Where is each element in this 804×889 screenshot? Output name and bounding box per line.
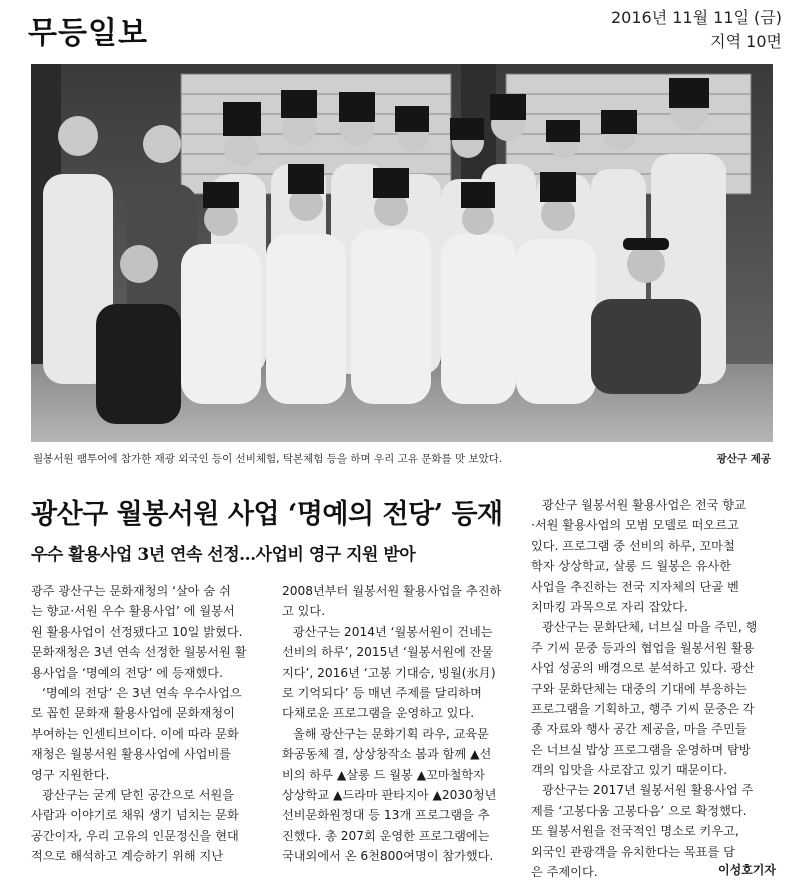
- article-line: ‘명예의 전당’ 은 3년 연속 우수사업으: [41, 685, 242, 700]
- article-line: 종 자료와 행사 공간 제공을, 마을 주민들: [531, 722, 747, 737]
- article-line: 문화재청은 3년 연속 선정한 월봉서원 활: [31, 645, 247, 660]
- article-line: 있다. 프로그램 중 선비의 하루, 꼬마철: [531, 538, 735, 553]
- article-line: 올해 광산구는 문화기획 라우, 교육문: [292, 726, 489, 741]
- article-line: 고 있다.: [282, 604, 326, 619]
- article-line: 사업을 추진하는 전국 지자체의 단골 벤: [531, 579, 739, 594]
- article-line: 은 주제이다.: [531, 865, 598, 880]
- article-line: 외국인 관광객을 유치한다는 목표를 담: [531, 844, 735, 859]
- article-line: 공간이자, 우리 고유의 인문정신을 현대: [31, 828, 239, 843]
- article-line: 다채로운 프로그램을 운영하고 있다.: [282, 706, 475, 721]
- article-line: 프로그램을 기획하고, 행주 기씨 문중은 각: [531, 701, 755, 716]
- article-column-1: [31, 581, 269, 866]
- article-line: 2008년부터 월봉서원 활용사업을 추진하: [282, 584, 502, 598]
- article-line: 로 기억되다’ 등 매년 주제를 달리하며: [282, 685, 482, 700]
- article-line: 학자 상상학교, 살롱 드 월봉은 유사한: [531, 559, 731, 574]
- article-line: 원 활용사업이 선정됐다고 10일 밝혔다.: [31, 624, 243, 639]
- page-section: 지역 10면: [710, 32, 782, 51]
- article-line: 광주 광산구는 문화재청의 ‘살아 숨 쉬: [31, 584, 231, 598]
- article-line: 광산구는 2014년 ‘월봉서원이 건네는: [292, 624, 493, 639]
- article-line: 구와 문화단체는 대중의 기대에 부응하는: [531, 681, 747, 696]
- article-line: 적으로 해석하고 계승하기 위해 지난: [31, 849, 224, 864]
- article-line: 제를 ‘고봉다움 고봉다음’ 으로 확정했다.: [531, 803, 747, 818]
- article-line: 진했다. 총 207회 운영한 프로그램에는: [282, 828, 490, 843]
- article-line: 주 기씨 문중 등과의 협업을 월봉서원 활용: [531, 640, 755, 655]
- article-line: 는 향교·서원 우수 활용사업’ 에 월봉서: [31, 604, 235, 619]
- article-line: 사업 성공의 배경으로 분석하고 있다. 광산: [531, 661, 755, 676]
- article-line: ·서원 활용사업의 모범 모델로 떠오르고: [531, 518, 739, 533]
- group-photo-illustration: [31, 64, 773, 442]
- article-subheadline: 우수 활용사업 3년 연속 선정…사업비 영구 지원 받아: [31, 545, 416, 565]
- byline: 이성호기자: [718, 863, 776, 877]
- article-line: 지다’, 2016년 ‘고봉 기대승, 빙월(氷月): [282, 665, 496, 680]
- article-line: 사람과 이야기로 채워 생기 넘치는 문화: [31, 808, 239, 823]
- article-line: 은 너브실 밥상 프로그램을 운영하며 탐방: [531, 742, 751, 757]
- article-line: 로 꼽힌 문화재 활용사업에 문화재청이: [31, 706, 235, 721]
- newspaper-masthead: 무등일보: [28, 16, 148, 51]
- article-line: 영구 지원한다.: [31, 767, 110, 782]
- article-line: 광산구는 문화단체, 너브실 마을 주민, 행: [541, 620, 758, 635]
- article-line: 또 월봉서원을 전국적인 명소로 키우고,: [531, 824, 739, 839]
- dateline: [611, 6, 782, 54]
- article-column-2: [282, 581, 518, 866]
- article-line: 선비문화원정대 등 13개 프로그램을 추: [282, 808, 490, 823]
- article-line: 선비의 하루’, 2015년 ‘월봉서원에 잔물: [282, 645, 494, 660]
- publication-date: 2016년 11월 11일 (금): [610, 8, 782, 27]
- article-column-3: [531, 495, 774, 882]
- article-line: 재청은 월봉서원 활용사업에 사업비를: [31, 747, 231, 762]
- article-line: 치마킹 과목으로 자리 잡았다.: [531, 599, 688, 614]
- article-line: 상상학교 ▲드라마 판타지아 ▲2030청년: [282, 787, 497, 802]
- article-line: 부여하는 인센티브이다. 이에 따라 문화: [31, 726, 239, 741]
- article-line: 객의 입맛을 사로잡고 있기 때문이다.: [531, 763, 727, 778]
- article-line: 화공동체 결, 상상창작소 봄과 함께 ▲선: [282, 747, 492, 762]
- photo-caption: [31, 449, 773, 467]
- article-line: 광산구는 굳게 닫힌 공간으로 서원을: [41, 787, 235, 802]
- article-line: 비의 하루 ▲살롱 드 월봉 ▲꼬마철학자: [282, 767, 485, 782]
- article-line: 광산구는 2017년 월봉서원 활용사업 주: [541, 783, 754, 798]
- article-line: 광산구 월봉서원 활용사업은 전국 향교: [541, 498, 746, 512]
- article-line: 국내외에서 온 6천800여명이 참가했다.: [282, 849, 494, 864]
- photo-credit: 광산구 제공: [716, 453, 771, 465]
- article-photo: [31, 64, 773, 442]
- article-headline: 광산구 월봉서원 사업 ‘명예의 전당’ 등재: [31, 499, 503, 530]
- article-line: 용사업을 ‘명예의 전당’ 에 등재했다.: [31, 665, 223, 680]
- caption-text: 월봉서원 팸투어에 참가한 재광 외국인 등이 선비체험, 탁본체험 등을 하며 우리 고유 문화를 맛 보았다.: [33, 453, 503, 465]
